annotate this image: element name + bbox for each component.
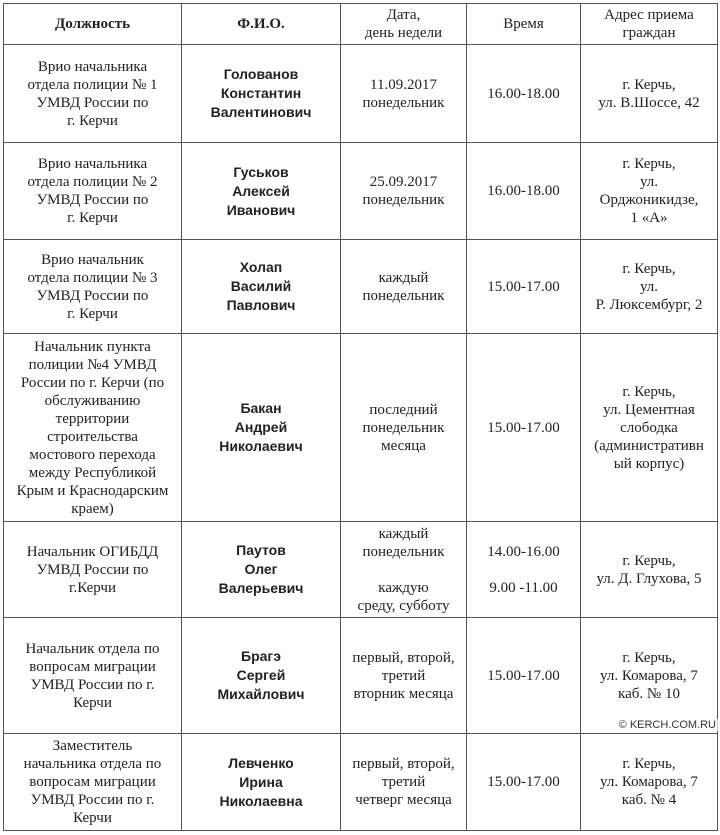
table-row: [4, 45, 718, 143]
date-cell: первый, второй, третий вторник месяца: [341, 618, 467, 734]
table-row: [4, 618, 718, 734]
header-time: Время: [467, 4, 581, 45]
header-name: Ф.И.О.: [182, 4, 341, 45]
table-row: [4, 240, 718, 334]
address-cell: г. Керчь, ул. Комарова, 7 каб. № 4: [581, 734, 718, 831]
time-cell: 15.00-17.00: [467, 734, 581, 831]
position-cell: Врио начальника отдела полиции № 1 УМВД России по г. Керчи: [4, 45, 182, 143]
site-watermark: © KERCH.COM.RU: [618, 719, 716, 731]
name-cell: Гуськов Алексей Иванович: [182, 143, 341, 240]
date-cell: последний понедельник месяца: [341, 334, 467, 522]
time-cell: 16.00-18.00: [467, 143, 581, 240]
address-cell: г. Керчь, ул. Орджоникидзе, 1 «А»: [581, 143, 718, 240]
table-row: [4, 522, 718, 618]
time-cell: 16.00-18.00: [467, 45, 581, 143]
position-cell: Заместитель начальника отдела по вопросам миграции УМВД России по г. Керчи: [4, 734, 182, 831]
position-cell: Начальник пункта полиции №4 УМВД России по г. Керчи (по обслуживанию территории строительства мостового перехода между Республикой Крым и Краснодарским краем): [4, 334, 182, 522]
header-row: [4, 4, 718, 45]
date-cell: 25.09.2017 понедельник: [341, 143, 467, 240]
date-cell: 11.09.2017 понедельник: [341, 45, 467, 143]
reception-schedule-table: [3, 3, 718, 831]
table-row: [4, 734, 718, 831]
header-address: Адрес приема граждан: [581, 4, 718, 45]
time-cell: 15.00-17.00: [467, 334, 581, 522]
header-position: Должность: [4, 4, 182, 45]
address-cell: г. Керчь, ул. Р. Люксембург, 2: [581, 240, 718, 334]
time-cell: 15.00-17.00: [467, 240, 581, 334]
date-cell: каждый понедельник: [341, 240, 467, 334]
date-cell: первый, второй, третий четверг месяца: [341, 734, 467, 831]
position-cell: Врио начальника отдела полиции № 2 УМВД России по г. Керчи: [4, 143, 182, 240]
position-cell: Начальник ОГИБДД УМВД России по г.Керчи: [4, 522, 182, 618]
time-cell: 15.00-17.00: [467, 618, 581, 734]
table-row: [4, 334, 718, 522]
position-cell: Врио начальник отдела полиции № 3 УМВД России по г. Керчи: [4, 240, 182, 334]
time-monday: 14.00-16.00: [487, 543, 560, 560]
address-cell: г. Керчь, ул. В.Шоссе, 42: [581, 45, 718, 143]
name-cell: Холап Василий Павлович: [182, 240, 341, 334]
name-cell: Левченко Ирина Николаевна: [182, 734, 341, 831]
date-wednesday-saturday: каждую среду, субботу: [357, 579, 450, 614]
address-cell: г. Керчь, ул. Цементная слободка (административн ый корпус): [581, 334, 718, 522]
name-cell: Бакан Андрей Николаевич: [182, 334, 341, 522]
date-cell: [341, 522, 467, 618]
address-cell: г. Керчь, ул. Комарова, 7 каб. № 10: [581, 618, 718, 734]
name-cell: Паутов Олег Валерьевич: [182, 522, 341, 618]
time-cell: [467, 522, 581, 618]
date-monday: каждый понедельник: [362, 525, 445, 560]
name-cell: Брагэ Сергей Михайлович: [182, 618, 341, 734]
position-cell: Начальник отдела по вопросам миграции УМВД России по г. Керчи: [4, 618, 182, 734]
table-row: [4, 143, 718, 240]
address-cell: г. Керчь, ул. Д. Глухова, 5: [581, 522, 718, 618]
name-cell: Голованов Константин Валентинович: [182, 45, 341, 143]
time-wednesday-saturday: 9.00 -11.00: [489, 579, 558, 596]
header-date: Дата, день недели: [341, 4, 467, 45]
